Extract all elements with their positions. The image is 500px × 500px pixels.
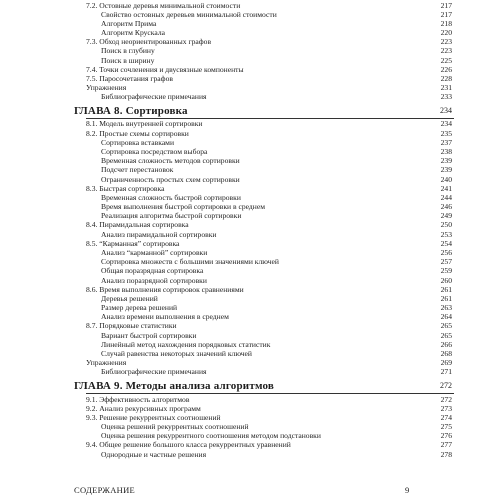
- toc-entry-label: Время выполнения быстрой сортировки в среднем: [101, 202, 266, 212]
- toc-entry-page: 278: [440, 449, 452, 459]
- toc-entry-page: 273: [440, 403, 452, 413]
- toc-entry[interactable]: [0, 65, 500, 74]
- toc-entry-label: Анализ поразрядной сортировки: [101, 275, 207, 285]
- toc-entry-label: 8.1. Модель внутренней сортировки: [86, 119, 203, 129]
- toc-entry[interactable]: [0, 10, 500, 19]
- toc-entry[interactable]: [0, 119, 500, 128]
- toc-entry[interactable]: [0, 211, 500, 220]
- toc-entry-page: 276: [440, 431, 452, 441]
- toc-entry-label: 8.7. Порядковые статистики: [86, 321, 177, 331]
- toc-entry-label: Алгоритм Прима: [101, 18, 157, 28]
- toc-entry[interactable]: [0, 28, 500, 37]
- toc-entry-label: 8.2. Простые схемы сортировки: [86, 128, 189, 138]
- toc-entry[interactable]: [0, 56, 500, 65]
- toc-entry-page: 238: [440, 147, 452, 157]
- toc-entry[interactable]: [0, 285, 500, 294]
- toc-entry-page: 235: [440, 128, 452, 138]
- toc-entry[interactable]: [0, 257, 500, 266]
- toc-entry-page: 220: [440, 28, 452, 38]
- toc-entry-page: 272: [440, 381, 452, 391]
- toc-entry-page: 233: [440, 92, 452, 102]
- toc-entry[interactable]: [0, 303, 500, 312]
- toc-entry-page: 239: [440, 156, 452, 166]
- toc-entry-page: 228: [440, 73, 452, 83]
- toc-entry-label: 8.4. Пирамидальная сортировка: [86, 220, 189, 230]
- toc-entry-page: 254: [440, 238, 452, 248]
- toc-entry-label: Деревья решений: [101, 293, 158, 303]
- toc-entry[interactable]: [0, 294, 500, 303]
- toc-entry-page: 271: [440, 367, 452, 377]
- toc-entry[interactable]: [0, 404, 500, 413]
- toc-entry-page: 244: [440, 192, 452, 202]
- toc-entry[interactable]: [0, 395, 500, 404]
- toc-entry-label: Оценка решения рекуррентного соотношения методом подстановки: [101, 431, 321, 441]
- toc-entry[interactable]: [0, 239, 500, 248]
- toc-entry[interactable]: [0, 413, 500, 422]
- toc-entry-page: 265: [440, 330, 452, 340]
- toc-entry[interactable]: [0, 83, 500, 92]
- toc-entry-label: Упражнения: [86, 358, 127, 368]
- page-number: 9: [405, 485, 410, 495]
- toc-entry-page: 246: [440, 202, 452, 212]
- toc-entry[interactable]: [0, 321, 500, 330]
- toc-entry[interactable]: [0, 248, 500, 257]
- toc-entry[interactable]: [0, 220, 500, 229]
- toc-entry-page: 268: [440, 348, 452, 358]
- toc-entry-page: 272: [440, 394, 452, 404]
- toc-entry-page: 239: [440, 165, 452, 175]
- toc-entry-page: 260: [440, 275, 452, 285]
- toc-entry-label: ГЛАВА 8. Сортировка: [74, 104, 188, 117]
- toc-entry-label: Алгоритм Крускала: [101, 28, 165, 38]
- toc-entry-label: Временная сложность быстрой сортировки: [101, 192, 241, 202]
- toc-entry-label: Реализация алгоритма быстрой сортировки: [101, 211, 242, 221]
- toc-entry[interactable]: [0, 1, 500, 10]
- toc-entry-label: 7.3. Обход неориентированных графов: [86, 37, 212, 47]
- toc-entry[interactable]: [0, 367, 500, 376]
- toc-entry-label: Линейный метод нахождения порядковых статистик: [101, 339, 271, 349]
- toc-entry-label: Подсчет перестановок: [101, 165, 174, 175]
- toc-entry-label: 8.5. “Карманная” сортировка: [86, 238, 180, 248]
- toc-entry-page: 275: [440, 422, 452, 432]
- toc-entry-label: Размер дерева решений: [101, 303, 178, 313]
- toc-entry-label: ГЛАВА 9. Методы анализа алгоритмов: [74, 380, 275, 393]
- toc-entry-label: Временная сложность методов сортировки: [101, 156, 240, 166]
- toc-entry[interactable]: [0, 202, 500, 211]
- toc-entry-page: 259: [440, 266, 452, 276]
- toc-entry-label: Поиск в глубину: [101, 46, 155, 56]
- toc-entry-page: 266: [440, 339, 452, 349]
- toc-chapter-heading[interactable]: [0, 379, 500, 393]
- toc-entry-page: 217: [440, 0, 452, 10]
- toc-entry[interactable]: [0, 450, 500, 459]
- running-footer-title: СОДЕРЖАНИЕ: [74, 485, 136, 495]
- toc-entry[interactable]: [0, 440, 500, 449]
- page-footer: [0, 484, 500, 496]
- toc-entry-label: Поиск в ширину: [101, 55, 155, 65]
- toc-chapter-heading[interactable]: [0, 104, 500, 118]
- toc-entry[interactable]: [0, 129, 500, 138]
- toc-entry-label: 7.5. Паросочетания графов: [86, 73, 173, 83]
- toc-entry-page: 226: [440, 64, 452, 74]
- toc-entry[interactable]: [0, 331, 500, 340]
- toc-entry-page: 249: [440, 211, 452, 221]
- toc-entry-label: Упражнения: [86, 83, 127, 93]
- toc-entry-page: 223: [440, 46, 452, 56]
- toc-entry[interactable]: [0, 184, 500, 193]
- toc-entry-page: 264: [440, 312, 452, 322]
- toc-entry[interactable]: [0, 165, 500, 174]
- toc-entry-label: 9.1. Эффективность алгоритмов: [86, 394, 190, 404]
- toc-entry-page: 261: [440, 293, 452, 303]
- toc-entry[interactable]: [0, 340, 500, 349]
- toc-entry-page: 256: [440, 248, 452, 257]
- toc-entry[interactable]: [0, 349, 500, 358]
- toc-entry-page: 234: [440, 119, 452, 129]
- toc-entry[interactable]: [0, 37, 500, 46]
- toc-entry-label: 8.6. Время выполнения сортировок сравнениями: [86, 284, 244, 294]
- toc-entry-label: 9.3. Решение рекуррентных соотношений: [86, 412, 221, 422]
- toc-entry-label: 9.2. Анализ рекурсивных программ: [86, 403, 201, 413]
- toc-entry[interactable]: [0, 276, 500, 285]
- toc-entry-page: 265: [440, 321, 452, 331]
- toc-entry-label: Сортировка вставками: [101, 137, 175, 147]
- toc-entry-page: 231: [440, 83, 452, 93]
- toc-entry[interactable]: [0, 422, 500, 431]
- toc-entry[interactable]: [0, 175, 500, 184]
- toc-entry-label: 7.4. Точки сочленения и двусвязные компоненты: [86, 64, 244, 74]
- toc-entry-page: 253: [440, 229, 452, 239]
- toc-entry-label: Случай равенства некоторых значений ключей: [101, 348, 252, 358]
- toc-entry-page: 218: [440, 18, 452, 28]
- toc-entry[interactable]: [0, 92, 500, 101]
- toc-entry-label: Анализ пирамидальной сортировки: [101, 229, 217, 239]
- toc-entry[interactable]: [0, 358, 500, 367]
- toc-entry-label: Сортировка посредством выбора: [101, 147, 208, 157]
- toc-entry-page: 261: [440, 284, 452, 294]
- toc-entry-page: 274: [440, 412, 452, 422]
- toc-entry-page: 237: [440, 137, 452, 147]
- toc-entry[interactable]: [0, 193, 500, 202]
- toc-entry[interactable]: [0, 312, 500, 321]
- toc-entry[interactable]: [0, 230, 500, 239]
- toc-entry-page: 269: [440, 358, 452, 368]
- toc-entry-page: 217: [440, 9, 452, 19]
- toc-entry[interactable]: [0, 266, 500, 275]
- toc-entry-page: 223: [440, 37, 452, 47]
- toc-entry[interactable]: [0, 156, 500, 165]
- toc-entry-label: Оценка решений рекуррентных соотношений: [101, 422, 249, 432]
- toc-entry-label: Свойство остовных деревьев минимальной стоимости: [101, 9, 277, 19]
- toc-entry-label: Библиографические примечания: [101, 367, 207, 377]
- toc-entry-page: 250: [440, 220, 452, 230]
- toc-entry-page: 234: [440, 105, 452, 115]
- toc-entry[interactable]: [0, 431, 500, 440]
- toc-entry-label: 9.4. Общее решение большого класса рекуррентных уравнений: [86, 440, 291, 450]
- toc-entry-label: 7.2. Остовные деревья минимальной стоимости: [86, 0, 241, 10]
- toc-entry-page: 277: [440, 440, 452, 450]
- toc-entry-page: 240: [440, 174, 452, 184]
- toc-entry-page: 257: [440, 257, 452, 267]
- toc-entry-label: Вариант быстрой сортировки: [101, 330, 197, 340]
- toc-entry[interactable]: [0, 74, 500, 83]
- toc-entry-label: Однородные и частные решения: [101, 449, 207, 459]
- toc-entry-page: 263: [440, 303, 452, 313]
- toc-entry-label: Ограниченность простых схем сортировки: [101, 174, 240, 184]
- toc-entry-label: Сортировка множеств с большими значениями ключей: [101, 257, 279, 267]
- toc-entry[interactable]: [0, 147, 500, 156]
- toc-entry-label: Общая поразрядная сортировка: [101, 266, 204, 276]
- toc-entry[interactable]: [0, 138, 500, 147]
- toc-entry-label: Анализ времени выполнения в среднем: [101, 312, 229, 322]
- toc-entry[interactable]: [0, 46, 500, 55]
- toc-entry[interactable]: [0, 19, 500, 28]
- toc-entry-page: 225: [440, 55, 452, 65]
- toc-entry-label: Библиографические примечания: [101, 92, 207, 102]
- toc-entry-label: 8.3. Быстрая сортировка: [86, 183, 165, 193]
- toc-entry-page: 241: [440, 183, 452, 193]
- toc-entry-label: Анализ “карманной” сортировки: [101, 248, 208, 257]
